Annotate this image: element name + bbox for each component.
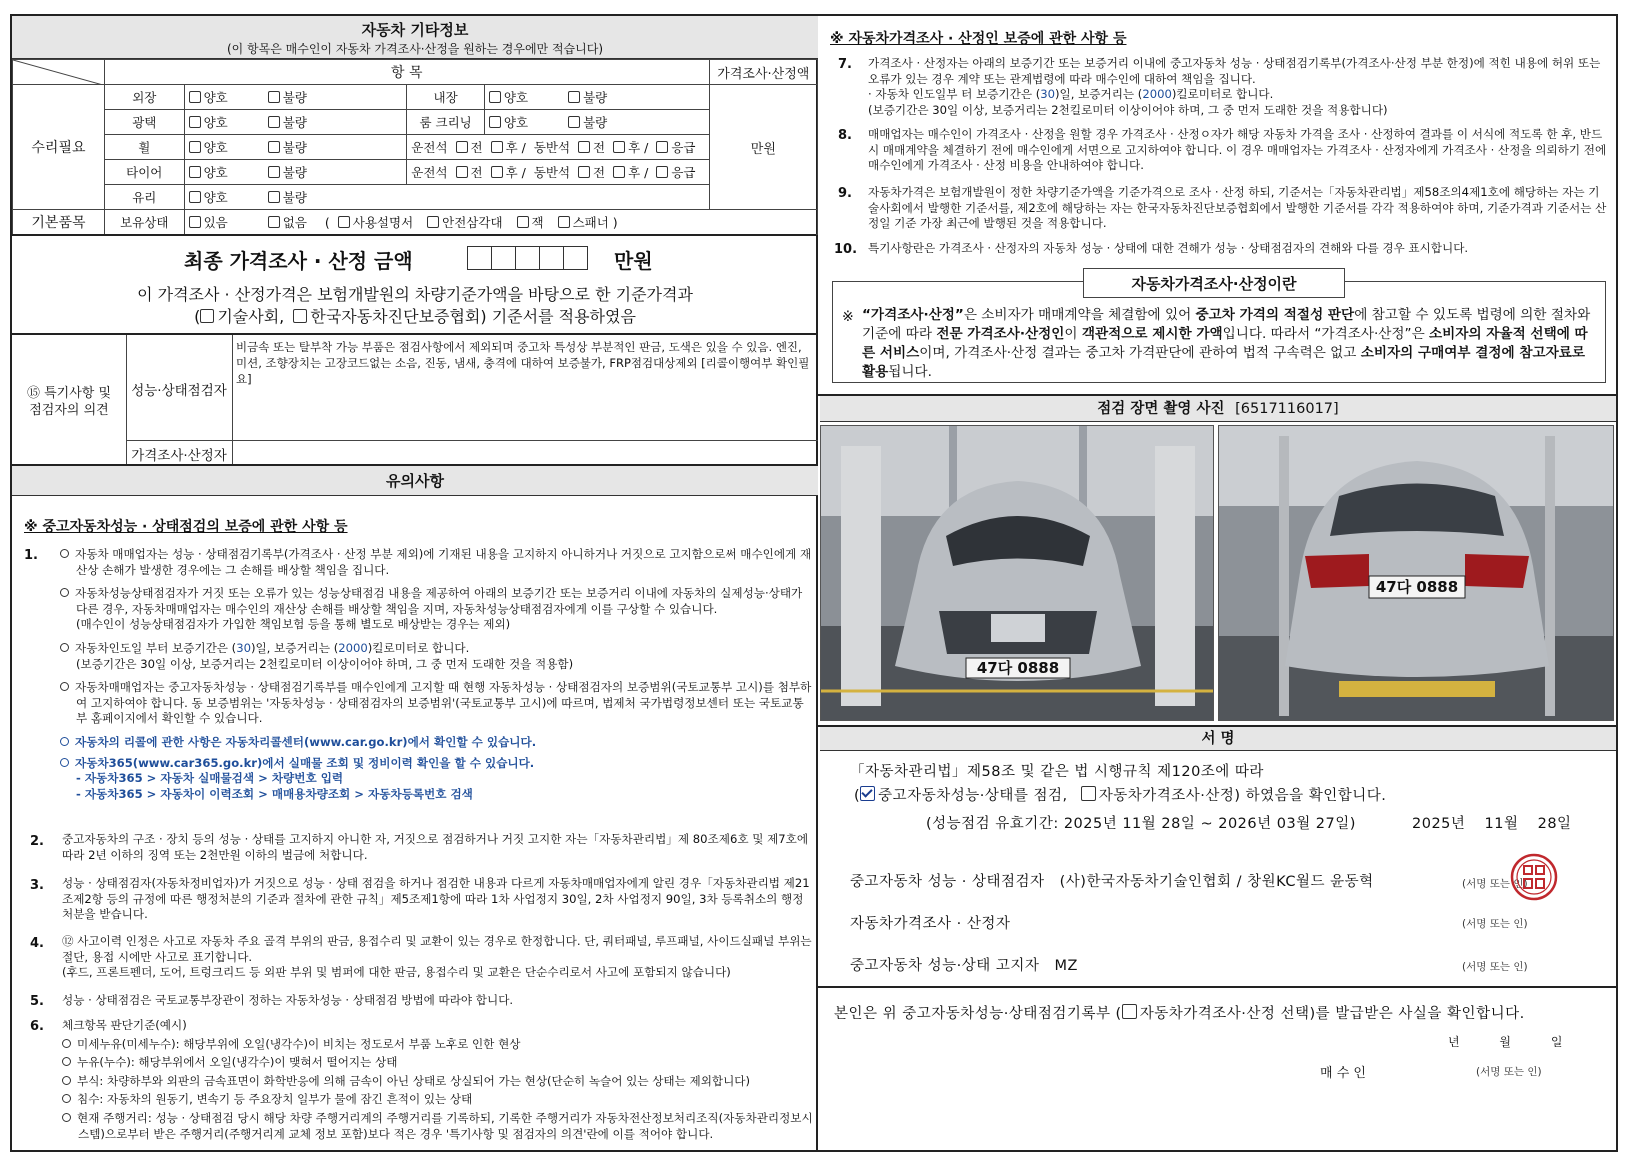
item9-text: 자동차가격은 보험개발원이 정한 차량기준가액을 기준가격으로 조사 · 산정 하되, 기준서는「자동차관리법」제58조의4제1호에 해당하는 자는 기술사회에서 발행한 기준서를, 제2호에 해당하는 자는 한국자동차진단보증협회에서 발행한 기준서를 각각 적용하여야 하며, 기준가격과 기준서는 산정일 기준 가장 최근에 발행된 것을 적용합니다. [868, 185, 1607, 231]
other-info-header [12, 16, 818, 59]
other-info-subtitle: (이 항목은 매수인이 자동차 가격조사·산정을 원하는 경우에만 적습니다) [226, 42, 604, 56]
interior-bad-checkbox[interactable] [568, 91, 580, 103]
validity-period: (성능점검 유효기간: 2025년 11월 28일 ~ 2026년 03월 27일) [926, 816, 1356, 832]
final-price-line2: ( 기술사회, 한국자동차진단보증협회) 기준서를 적용하였음 [194, 307, 636, 326]
inspector-opinion-label: 성능·상태점검자 [131, 383, 227, 399]
opinion-label: ⑮ 특기사항 및 점검자의 의견 [26, 386, 112, 418]
definition-mark: ※ [842, 309, 854, 325]
basic-yes-checkbox[interactable] [189, 216, 201, 228]
wheel-bad-checkbox[interactable] [268, 141, 280, 153]
basic-items-label: 기본품목 [13, 210, 105, 235]
tire-bad-checkbox[interactable] [268, 166, 280, 178]
inspection-confirm: ( 중고자동차성능·상태를 점검, 자동차가격조사·산정) 하였음을 확인합니다. [854, 788, 1387, 804]
item2-number: 2. [30, 834, 44, 849]
inspector-sign-row: 중고자동차 성능 · 상태점검자 (사)한국자동차기술인협회 / 창원KC월드 윤동혁 [850, 874, 1374, 890]
final-price-title: 최종 가격조사 · 산정 금액 [184, 249, 413, 273]
performance-inspection-checkbox[interactable] [860, 786, 875, 801]
opinion-section [12, 335, 818, 464]
row-label-exterior: 외장 [104, 85, 184, 110]
warranty-title: ※ 중고자동차성능 · 상태점검의 보증에 관한 사항 등 [24, 519, 348, 535]
photo-id: [6517116017] [1235, 401, 1339, 417]
diagonal-cell [13, 60, 105, 85]
triangle-checkbox[interactable] [427, 216, 439, 228]
item5-number: 5. [30, 994, 44, 1009]
final-price-unit: 만원 [614, 249, 653, 273]
item1-list: 자동차 매매업자는 성능 · 상태점검기록부(가격조사 · 산정 부분 제외)에 기재된 내용을 고지하지 아니하거나 거짓으로 고지함으로써 매수인에게 재산상 손해가 발생한 경우에는 그 손해를 배상할 책임을 집니다. 자동차성능상태점검자가 거짓 또는 오류가 있는 성능상태점검 내용을 제공하여 아래의 보증기간 또는 보증거리 이내에 자동차의 실제성능·상태가 다른 경우, 자동차매매업자는 매수인의 재산상 손해를 배상할 책임을 지며, 자동차성능상태점검자에게 이를 구상할 수 있습니다. (매수인이 성능상태점검자가 가입한 책임보험 등을 통해 별도로 배상받는 경우는 제외) 자동차인도일 부터 보증기간은 (30)일, 보증거리는 (2000)킬로미터로 합니다. (보증기간은 30일 이상, 보증거리는 2천킬로미터 이상이어야 하며, 그 중 먼저 도래한 것을 적용함) 자동차매매업자는 중고자동차성능 · 상태점검기록부를 매수인에게 고지할 때 현행 자동차성능 · 상태점검자의 보증범위(국토교통부 고시)를 첨부하여 고지하여야 합니다. 동 보증범위는 '자동차성능 · 상태점검자의 보증범위'(국토교통부 고시)에 따르며, 법제처 국가법령정보센터 또는 국토교통부 홈페이지에서 확인할 수 있습니다. 자동차의 리콜에 관한 사항은 자동차리콜센터(www.car.go.kr)에서 확인할 수 있습니다. 자동차365(www.car365.go.kr)에서 실매물 조회 및 정비이력 확인을 할 수 있습니다. - 자동차365 > 자동차 실매물검색 > 차량번호 입력 - 자동차365 > 자동차이 이력조회 > 매매용차량조회 > 자동차등록번호 검색 [60, 547, 812, 802]
item6-list: 체크항목 판단기준(예시) 미세누유(미세누수): 해당부위에 오일(냉각수)이 비치는 정도로서 부품 노후로 인한 현상 누유(누수): 해당부위에서 오일(냉각수)이 맺혀서 떨어지는 상태 부식: 차량하부와 외판의 금속표면이 화학반응에 의해 금속이 아닌 상태로 상실되어 가는 현상(단순히 녹슬어 있는 상태는 제외합니다) 침수: 자동차의 원동기, 변속기 등 주요장치 일부가 물에 잠긴 흔적이 있는 상태 현재 주행거리: 성능 · 상태점검 당시 해당 차량 주행거리계의 주행거리를 기록하되, 기록한 주행거리가 자동차전산정보처리조직(자동차관리정보시스템)으로부터 받은 주행거리(주행거리계 교체 정보 포함)보다 적은 경우 '특기사항 및 점검자의 의견'란에 이를 적어야 합니다. [62, 1018, 813, 1141]
appraiser-opinion-label: 가격조사·산정자 [131, 448, 227, 464]
tire-passenger-rear-checkbox[interactable] [613, 166, 625, 178]
tire-passenger-front-checkbox[interactable] [578, 166, 590, 178]
item4-text: ⑫ 사고이력 인정은 사고로 자동차 주요 골격 부위의 판금, 용접수리 및 교환이 있는 경우로 한정합니다. 단, 쿼터패널, 루프패널, 사이드실패널 부위는 절단, 용접 시에만 사고로 표기합니다. (후드, 프론트펜더, 도어, 트렁크리드 등 외판 부위 및 범퍼에 대한 판금, 용접수리 및 교환은 단순수리로서 사고에 포함되지 않습니다) [62, 934, 812, 980]
kadwa-checkbox[interactable] [293, 309, 307, 323]
notice-header: 유의사항 [12, 466, 818, 496]
inspector-opinion-text: 비금속 또는 탈부착 가능 부품은 점검사항에서 제외되며 중고차 특성상 부분적인 판금, 도색은 있을 수 있음. 엔진,미션, 조향장치는 고장코드없는 소음, 진동, 냄새, 충격에 대하여 보증불가, FRP점검대상제외 [리콜이행여부 확인필요] [236, 340, 810, 386]
photo-title: 점검 장면 촬영 사진 [1097, 401, 1225, 417]
item3-number: 3. [30, 878, 44, 893]
wheel-driver-front-checkbox[interactable] [456, 141, 468, 153]
other-info-title: 자동차 기타정보 [361, 21, 469, 39]
appraiser-sign-placeholder: (서명 또는 인) [1462, 918, 1528, 930]
interior-good-checkbox[interactable] [489, 91, 501, 103]
receipt-confirm: 본인은 위 중고자동차성능·상태점검기록부 ( 자동차가격조사·산정 선택)를 발급받은 사실을 확인합니다. [834, 1006, 1525, 1022]
buyer-sign-placeholder: (서명 또는 인) [1476, 1066, 1542, 1078]
wheel-passenger-rear-checkbox[interactable] [613, 141, 625, 153]
tire-emergency-checkbox[interactable] [656, 166, 668, 178]
row-label-tire: 타이어 [104, 160, 184, 185]
item7-text: 가격조사 · 산정자는 아래의 보증기간 또는 보증거리 이내에 중고자동차 성능 · 상태점검기록부(가격조사·산정 부분 한정)에 적힌 내용에 허위 또는 오류가 있는 경우 계약 또는 관계법령에 따라 매수인에 대하여 책임을 집니다. · 자동차 인도일부 터 보증기간은 (30)일, 보증거리는 (2000)킬로미터로 합니다. (보증기간은 30일 이상, 보증거리는 2천킬로미터 이상이어야 하며, 그 중 먼저 도래한 것을 적용합니다) [868, 56, 1601, 117]
room-cleaning-good-checkbox[interactable] [489, 116, 501, 128]
row-label-wheel: 휠 [104, 135, 184, 160]
inspector-sign-placeholder: (서명 또는 인) [1462, 878, 1528, 890]
spanner-checkbox[interactable] [558, 216, 570, 228]
tire-position-options: 운전석 전 후 / 동반석 전 후 / 응급 [407, 160, 709, 185]
tire-good-checkbox[interactable] [189, 166, 201, 178]
room-cleaning-options: 양호 불량 [484, 110, 709, 135]
final-price-line1: 이 가격조사 · 산정가격은 보험개발원의 차량기준가액을 바탕으로 한 기준가격과 [137, 285, 693, 304]
glass-options: 양호 불량 [184, 185, 709, 210]
wheel-good-checkbox[interactable] [189, 141, 201, 153]
wheel-emergency-checkbox[interactable] [656, 141, 668, 153]
gloss-bad-checkbox[interactable] [268, 116, 280, 128]
signature-header: 서 명 [820, 727, 1616, 751]
item10-number: 10. [834, 242, 858, 257]
appraiser-sign-label: 자동차가격조사 · 산정자 [850, 916, 1011, 932]
jack-checkbox[interactable] [517, 216, 529, 228]
row-label-glass: 유리 [104, 185, 184, 210]
wheel-options: 양호 불량 [184, 135, 407, 160]
item7-number: 7. [838, 57, 852, 72]
rear-inspection-photo [1218, 425, 1614, 721]
tire-driver-rear-checkbox[interactable] [491, 166, 503, 178]
item5-text: 성능 · 상태점검은 국토교통부장관이 정하는 자동차성능 · 상태점검 방법에 따라야 합니다. [62, 993, 514, 1007]
price-unit: 만원 [709, 85, 817, 210]
item9-number: 9. [838, 186, 852, 201]
appraiser-warranty-title: ※ 자동차가격조사 · 산정인 보증에 관한 사항 등 [830, 31, 1127, 47]
inspector-name: (사)한국자동차기술인협회 / 창원KC월드 윤동혁 [1059, 874, 1374, 890]
inspector-seal-icon [1510, 853, 1558, 901]
row-label-interior: 내장 [407, 85, 485, 110]
row-label-room-cleaning: 룸 크리닝 [407, 110, 485, 135]
tire-driver-front-checkbox[interactable] [456, 166, 468, 178]
rear-plate-text: 47다 0888 [1375, 578, 1459, 596]
other-info-table [12, 59, 818, 235]
manual-checkbox[interactable] [338, 216, 350, 228]
photo-header [820, 396, 1616, 422]
repair-needed-label: 수리필요 [13, 85, 105, 210]
definition-title: 자동차가격조사·산정이란 [1083, 268, 1345, 298]
gloss-good-checkbox[interactable] [189, 116, 201, 128]
final-price-section [12, 236, 818, 332]
row-label-gloss: 광택 [104, 110, 184, 135]
recall-link[interactable]: 자동차의 리콜에 관한 사항은 자동차리콜센터(www.car.go.kr)에서 확인할 수 있습니다. [75, 734, 537, 749]
notifier-name: MZ [1054, 958, 1078, 974]
receipt-date: 년 월 일 [1448, 1035, 1563, 1049]
glass-good-checkbox[interactable] [189, 191, 201, 203]
buyer-label: 매 수 인 [1320, 1066, 1366, 1081]
gloss-options: 양호 불량 [184, 110, 407, 135]
notifier-sign-placeholder: (서명 또는 인) [1462, 961, 1528, 973]
front-inspection-photo [820, 425, 1214, 721]
item1-number: 1. [24, 548, 38, 563]
wheel-driver-rear-checkbox[interactable] [491, 141, 503, 153]
item3-text: 성능 · 상태점검자(자동차정비업자)가 거짓으로 성능 · 상태 점검을 하거나 점검한 내용과 다르게 자동차매매업자에게 알린 경우「자동차관리법 제21조제2항 등의 규정에 따른 행정처분의 기준과 절차에 관한 규칙」제5조제1항에 따라 1차 사업정지 30일, 2차 사업정지 90일, 3차 등록취소의 행정처분을 받습니다. [62, 876, 810, 922]
basic-no-checkbox[interactable] [268, 216, 280, 228]
law-basis: 「자동차관리법」제58조 및 같은 법 시행규칙 제120조에 따라 [850, 764, 1264, 780]
exterior-options: 양호 불량 [184, 85, 407, 110]
basic-items-options: 있음 없음 ( 사용설명서 안전삼각대 잭 스패너 ) [184, 210, 817, 235]
price-appraisal-checkbox[interactable] [1081, 786, 1096, 801]
item10-text: 특기사항란은 가격조사 · 산정자의 자동차 성능 · 상태에 대한 견해가 성능 · 상태점검자의 견해와 다를 경우 표시합니다. [868, 241, 1469, 255]
definition-text: “가격조사·산정”은 소비자가 매매계약을 체결함에 있어 중고차 가격의 적절성 판단에 참고할 수 있도록 법령에 의한 절차와 기준에 따라 전문 가격조사·산정인이 객관적으로 제시한 가액입니다. 따라서 “가격조사·산정”은 소비자의 자율적 선택에 따른 서비스이며, 가격조사·산정 결과는 중고차 가격판단에 관하여 법적 구속력은 없고 소비자의 구매여부 결정에 참고자료로 활용됩니다. [862, 307, 1591, 380]
right-column [820, 16, 1616, 1150]
interior-options: 양호 불량 [484, 85, 709, 110]
left-column [12, 16, 818, 1150]
row-label-possession: 보유상태 [104, 210, 184, 235]
wheel-position-options: 운전석 전 후 / 동반석 전 후 / 응급 [407, 135, 709, 160]
tire-options: 양호 불량 [184, 160, 407, 185]
item-header: 항 목 [104, 60, 709, 85]
inspection-record-page [10, 14, 1618, 1152]
item8-number: 8. [838, 128, 852, 143]
glass-bad-checkbox[interactable] [268, 191, 280, 203]
item4-number: 4. [30, 936, 44, 951]
item2-text: 중고자동차의 구조 · 장치 등의 성능 · 상태를 고지하지 아니한 자, 거짓으로 점검하거나 거짓 고지한 자는「자동차관리법」제 80조제6호 및 제7호에 따라 2년 이하의 징역 또는 2천만원 이하의 벌금에 처합니다. [62, 832, 809, 862]
front-plate-text: 47다 0888 [976, 659, 1060, 677]
receipt-appraisal-checkbox[interactable] [1122, 1004, 1137, 1019]
room-cleaning-bad-checkbox[interactable] [568, 116, 580, 128]
final-price-boxes[interactable] [467, 246, 587, 270]
notifier-sign-row: 중고자동차 성능·상태 고지자 MZ [850, 958, 1078, 974]
exterior-bad-checkbox[interactable] [268, 91, 280, 103]
item6-number: 6. [30, 1019, 44, 1034]
wheel-passenger-front-checkbox[interactable] [578, 141, 590, 153]
exterior-good-checkbox[interactable] [189, 91, 201, 103]
item8-text: 매매업자는 매수인이 가격조사 · 산정을 원할 경우 가격조사 · 산정ㅇ자가 해당 자동차 가격을 조사 · 산정하여 결과를 이 서식에 적도록 한 후, 반드시 매매계약을 체결하기 전에 매수인에게 서면으로 고지하여야 합니다. 이 경우 매매업자는 가격조사 · 산정자에게 가격조사 · 산정을 의뢰하기 전에 매수인에게 가격조사 · 산정 비용을 안내하여야 합니다. [868, 127, 1607, 173]
engineer-society-checkbox[interactable] [200, 309, 214, 323]
car365-link[interactable]: 자동차365(www.car365.go.kr)에서 실매물 조회 및 정비이력 확인을 할 수 있습니다. [75, 755, 535, 770]
price-header: 가격조사·산정액 [709, 60, 817, 85]
sign-date: 2025년 11월 28일 [1412, 816, 1572, 832]
